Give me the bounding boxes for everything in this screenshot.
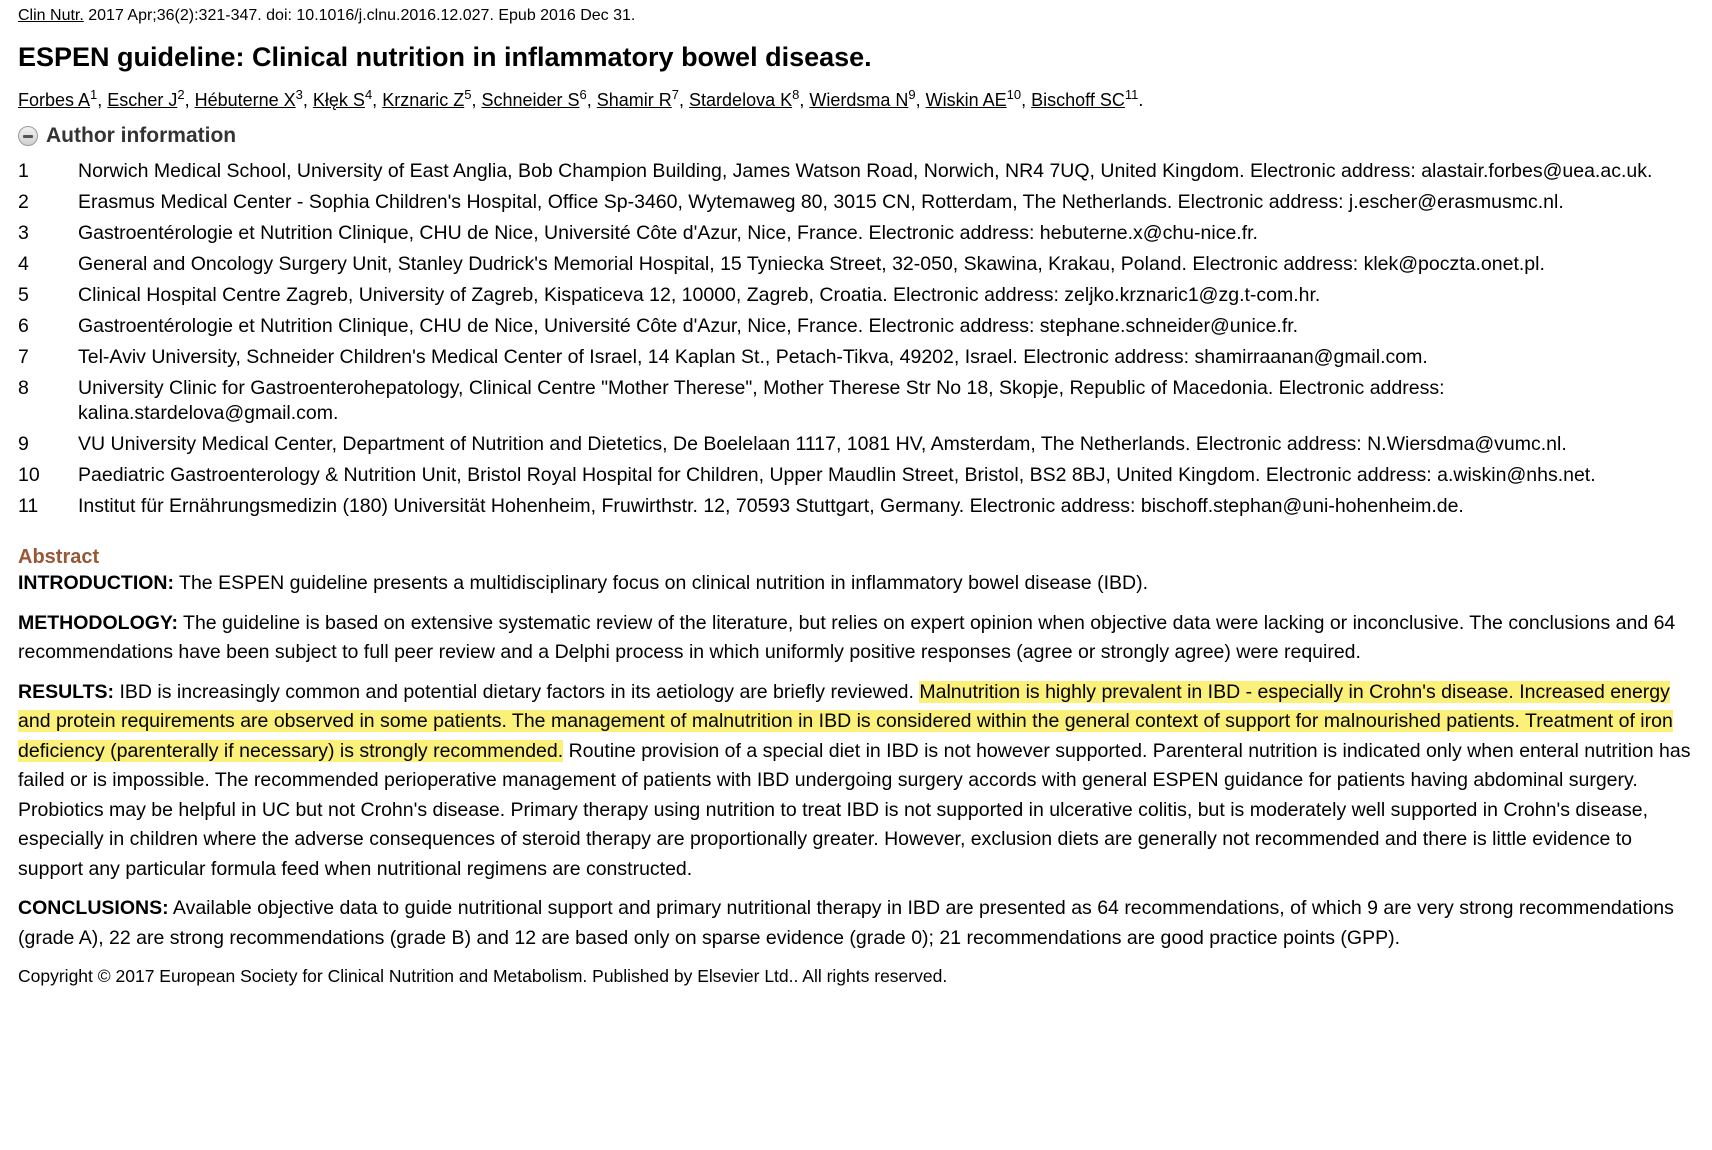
methodology-text: The guideline is based on extensive systematic review of the literature, but relies on expert opinion when objective data were lacking or inconclusive. The conclusions and 64 recommendations have been subject to full peer review and a Delphi process in which uniformly positive responses (agree or strongly agree) were required. — [18, 611, 1676, 663]
affiliation-text: VU University Medical Center, Department of Nutrition and Dietetics, De Boelelaan 1117, 1081 HV, Amsterdam, The Netherlands. Electronic address: N.Wiersdma@vumc.nl. — [78, 433, 1567, 455]
author-link[interactable]: Bischoff SC — [1031, 90, 1125, 110]
affiliation-text: Norwich Medical School, University of East Anglia, Bob Champion Building, James Watson Road, Norwich, NR4 7UQ, United Kingdom. Electronic address: alastair.forbes@uea.ac.uk. — [78, 160, 1653, 182]
author-link[interactable]: Forbes A — [18, 90, 91, 110]
introduction-label: INTRODUCTION: — [18, 572, 174, 594]
affiliation-item — [18, 283, 1703, 308]
article-page — [18, 0, 1703, 987]
author-separator: , — [372, 90, 383, 110]
affiliation-item — [18, 221, 1703, 246]
author-affiliation-number: 3 — [295, 87, 303, 102]
author-link[interactable]: Wiskin AE — [925, 90, 1007, 110]
affiliation-number: 2 — [18, 191, 29, 213]
author-link[interactable]: Hébuterne X — [194, 90, 296, 110]
author-affiliation-number: 7 — [671, 87, 680, 102]
affiliation-number: 6 — [18, 315, 29, 337]
author-separator: , — [1021, 90, 1032, 110]
author-link[interactable]: Schneider S — [481, 90, 580, 110]
author-link[interactable]: Shamir R — [596, 90, 672, 110]
author-link[interactable]: Wierdsma N — [809, 90, 909, 110]
affiliation-number: 8 — [18, 377, 29, 399]
results-text-before: IBD is increasingly common and potential dietary factors in its aetiology are briefly reviewed. — [114, 680, 920, 703]
results-text-after: Routine provision of a special diet in IBD is not however supported. Parenteral nutrition is indicated only when enteral nutrition has failed or is impossible. The recommended perioperative management of patients with IBD undergoing surgery accords with general ESPEN guidance for patients having abdominal surgery. Probiotics may be helpful in UC but not Crohn's disease. Primary therapy using nutrition to treat IBD is not supported in ulcerative colitis, but is moderately well supported in Crohn's disease, especially in children where the adverse consequences of steroid therapy are proportionally greater. However, exclusion diets are generally not recommended and there is little evidence to support any particular formula feed when nutritional regimens are constructed. — [18, 739, 1691, 880]
introduction-text: The ESPEN guideline presents a multidisciplinary focus on clinical nutrition in inflammatory bowel disease (IBD). — [173, 572, 1148, 594]
affiliation-text: Institut für Ernährungsmedizin (180) Universität Hohenheim, Fruwirthstr. 12, 70593 Stuttgart, Germany. Electronic address: bischoff.stephan@uni-hohenheim.de. — [78, 495, 1464, 517]
author-affiliation-number: 4 — [364, 87, 373, 102]
abstract-methodology — [18, 609, 1703, 668]
author-separator: , — [679, 90, 690, 110]
abstract-conclusions — [18, 894, 1703, 953]
author-list — [18, 88, 1703, 112]
affiliation-text: Gastroentérologie et Nutrition Clinique, CHU de Nice, Université Côte d'Azur, Nice, France. Electronic address: hebuterne.x@chu-nice.fr. — [78, 222, 1258, 244]
affiliation-number: 7 — [18, 346, 29, 368]
affiliation-item — [18, 252, 1703, 277]
results-label: RESULTS: — [18, 680, 115, 703]
affiliation-text: Tel-Aviv University, Schneider Children's Medical Center of Israel, 14 Kaplan St., Petach-Tikva, 49202, Israel. Electronic address: shamirraanan@gmail.com. — [78, 346, 1428, 368]
affiliation-number: 4 — [18, 253, 29, 275]
citation-details: 2017 Apr;36(2):321-347. doi: 10.1016/j.clnu.2016.12.027. Epub 2016 Dec 31. — [88, 7, 636, 24]
affiliation-number: 10 — [18, 464, 40, 486]
citation-line — [18, 6, 1703, 26]
author-affiliation-number: 8 — [792, 87, 800, 102]
journal-link[interactable]: Clin Nutr. — [18, 7, 84, 24]
affiliation-text: Erasmus Medical Center - Sophia Children's Hospital, Office Sp-3460, Wytemaweg 80, 3015 CN, Rotterdam, The Netherlands. Electronic address: j.escher@erasmusmc.nl. — [78, 191, 1564, 213]
author-separator: , — [471, 90, 482, 110]
author-separator: , — [184, 90, 195, 110]
author-separator: , — [97, 90, 108, 110]
affiliation-text: Clinical Hospital Centre Zagreb, University of Zagreb, Kispaticeva 12, 10000, Zagreb, Croatia. Electronic address: zeljko.krznaric1@zg.t-com.hr. — [78, 284, 1321, 306]
author-affiliation-number: 10 — [1006, 87, 1022, 102]
affiliation-number: 9 — [18, 433, 29, 455]
affiliation-item — [18, 345, 1703, 370]
abstract-introduction — [18, 569, 1703, 599]
affiliation-number: 1 — [18, 160, 29, 182]
collapse-minus-icon[interactable] — [18, 126, 38, 146]
affiliation-text: University Clinic for Gastroenterohepatology, Clinical Centre "Mother Therese", Mother Therese Str No 18, Skopje, Republic of Macedonia. Electronic address: kalina.stardelova@gmail.com. — [78, 377, 1445, 424]
author-affiliation-number: 1 — [90, 87, 98, 102]
methodology-label: METHODOLOGY: — [18, 611, 178, 634]
abstract-heading: Abstract — [18, 546, 100, 568]
affiliation-number: 3 — [18, 222, 29, 244]
affiliation-item — [18, 314, 1703, 339]
author-link[interactable]: Kłęk S — [312, 90, 365, 110]
copyright-notice: Copyright © 2017 European Society for Clinical Nutrition and Metabolism. Published by Elsevier Ltd.. All rights reserved. — [18, 966, 948, 986]
affiliation-number: 5 — [18, 284, 29, 306]
affiliation-number: 11 — [18, 495, 39, 517]
author-separator: . — [1138, 90, 1144, 110]
author-link[interactable]: Krznaric Z — [382, 90, 465, 110]
conclusions-label: CONCLUSIONS: — [18, 897, 169, 919]
affiliation-item — [18, 463, 1703, 488]
author-info-label: Author information — [46, 124, 237, 147]
affiliation-text: General and Oncology Surgery Unit, Stanley Dudrick's Memorial Hospital, 15 Tyniecka Street, 32-050, Skawina, Krakau, Poland. Electronic address: klek@poczta.onet.pl. — [78, 253, 1545, 275]
author-link[interactable]: Stardelova K — [689, 90, 793, 110]
author-separator: , — [799, 90, 810, 110]
author-info-toggle[interactable] — [18, 123, 1703, 149]
affiliation-item — [18, 432, 1703, 457]
affiliation-text: Paediatric Gastroenterology & Nutrition Unit, Bristol Royal Hospital for Children, Upper Maudlin Street, Bristol, BS2 8BJ, United Kingdom. Electronic address: a.wiskin@nhs.net. — [78, 464, 1596, 486]
affiliation-item — [18, 159, 1703, 184]
author-affiliation-number: 6 — [579, 87, 587, 102]
author-affiliation-number: 2 — [177, 87, 185, 102]
author-separator: , — [302, 90, 313, 110]
affiliation-item — [18, 376, 1703, 426]
author-affiliation-number: 11 — [1124, 87, 1139, 102]
author-affiliation-number: 9 — [908, 87, 916, 102]
results-highlighted-text: Malnutrition is highly prevalent in IBD - especially in Crohn's disease. Increased energy and protein requirements are observed in some patients. The management of malnutrition in IBD is considered within the general context of support for malnourished patients. Treatment of iron deficiency (parenterally if necessary) is strongly recommended. — [18, 680, 1673, 762]
abstract-results — [18, 678, 1703, 885]
article-title: ESPEN guideline: Clinical nutrition in inflammatory bowel disease. — [18, 42, 872, 72]
affiliation-list — [18, 159, 1703, 519]
author-link[interactable]: Escher J — [107, 90, 178, 110]
affiliation-text: Gastroentérologie et Nutrition Clinique, CHU de Nice, Université Côte d'Azur, Nice, France. Electronic address: stephane.schneider@unice.fr. — [78, 315, 1299, 337]
author-affiliation-number: 5 — [464, 87, 472, 102]
author-separator: , — [915, 90, 926, 110]
affiliation-item — [18, 190, 1703, 215]
author-separator: , — [586, 90, 597, 110]
conclusions-text: Available objective data to guide nutritional support and primary nutritional therapy in IBD are presented as 64 recommendations, of which 9 are very strong recommendations (grade A), 22 are strong recommendations (grade B) and 12 are based only on sparse evidence (grade 0); 21 recommendations are good practice points (GPP). — [18, 897, 1674, 949]
affiliation-item — [18, 494, 1703, 519]
